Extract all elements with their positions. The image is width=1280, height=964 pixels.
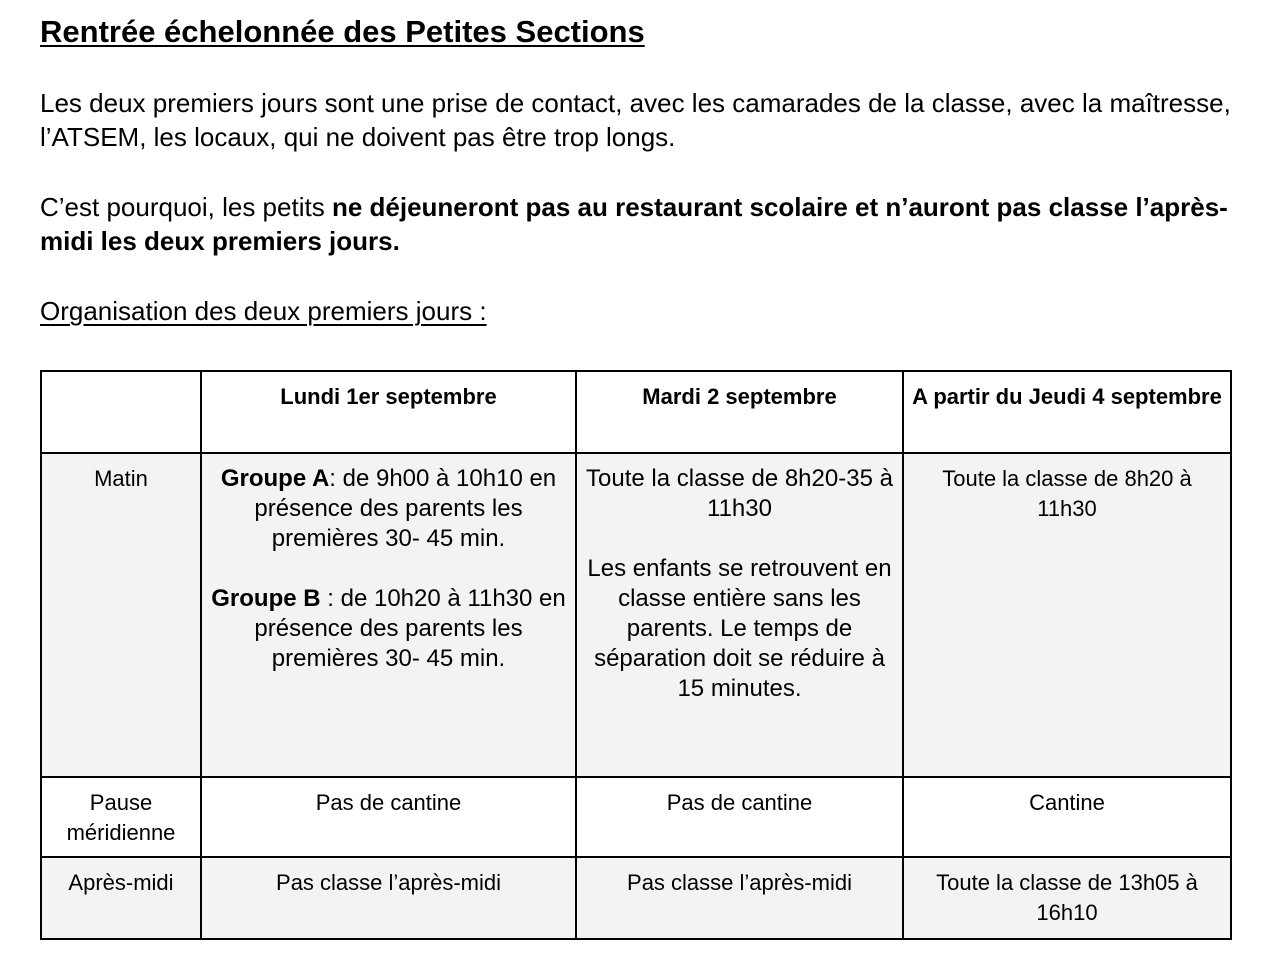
cell-pause-lundi: Pas de cantine	[201, 777, 576, 857]
group-a-details: : de 9h00 à 10h10 en présence des parents les premières 30- 45 min.	[254, 465, 557, 552]
group-b-text	[210, 584, 567, 674]
table-header-row	[41, 371, 1231, 453]
group-b-label: Groupe B	[211, 585, 321, 612]
cell-matin-jeudi: Toute la classe de 8h20 à 11h30	[903, 453, 1231, 777]
lunch-paragraph-bold: ne déjeuneront pas au restaurant scolaire et n’auront pas classe l’après-midi les deux premiers jours.	[40, 192, 1228, 256]
row-label-matin: Matin	[41, 453, 201, 777]
mardi-schedule-text: Toute la classe de 8h20-35 à 11h30	[586, 465, 893, 522]
row-label-pause: Pause méridienne	[41, 777, 201, 857]
schedule-table	[40, 370, 1232, 940]
cell-pause-jeudi: Cantine	[903, 777, 1231, 857]
intro-paragraph: Les deux premiers jours sont une prise de contact, avec les camarades de la classe, avec la maîtresse, l’ATSEM, les locaux, qui ne doivent pas être trop longs.	[40, 88, 1231, 152]
document-title: Rentrée échelonnée des Petites Sections	[40, 14, 645, 49]
group-a-text	[210, 464, 567, 554]
header-jeudi: A partir du Jeudi 4 septembre	[903, 371, 1231, 453]
cell-aprem-mardi: Pas classe l’après-midi	[576, 857, 903, 939]
table-row-pause	[41, 777, 1231, 857]
header-lundi: Lundi 1er septembre	[201, 371, 576, 453]
cell-matin-mardi	[576, 453, 903, 777]
row-label-apres-midi: Après-midi	[41, 857, 201, 939]
cell-aprem-jeudi: Toute la classe de 13h05 à 16h10	[903, 857, 1231, 939]
lunch-paragraph-prefix: C’est pourquoi, les petits	[40, 192, 332, 222]
organisation-subheading: Organisation des deux premiers jours :	[40, 296, 487, 326]
group-b-details: : de 10h20 à 11h30 en présence des parents les premières 30- 45 min.	[254, 585, 566, 672]
lunch-paragraph	[40, 190, 1232, 258]
cell-pause-mardi: Pas de cantine	[576, 777, 903, 857]
group-a-label: Groupe A	[220, 465, 330, 492]
table-row-matin	[41, 453, 1231, 777]
document-page	[40, 12, 1232, 328]
mardi-separation-text: Les enfants se retrouvent en classe entière sans les parents. Le temps de séparation doit se réduire à 15 minutes.	[587, 555, 892, 702]
table-row-apres-midi	[41, 857, 1231, 939]
cell-matin-lundi	[201, 453, 576, 777]
header-empty-cell	[41, 371, 201, 453]
header-mardi: Mardi 2 septembre	[576, 371, 903, 453]
cell-aprem-lundi: Pas classe l’après-midi	[201, 857, 576, 939]
